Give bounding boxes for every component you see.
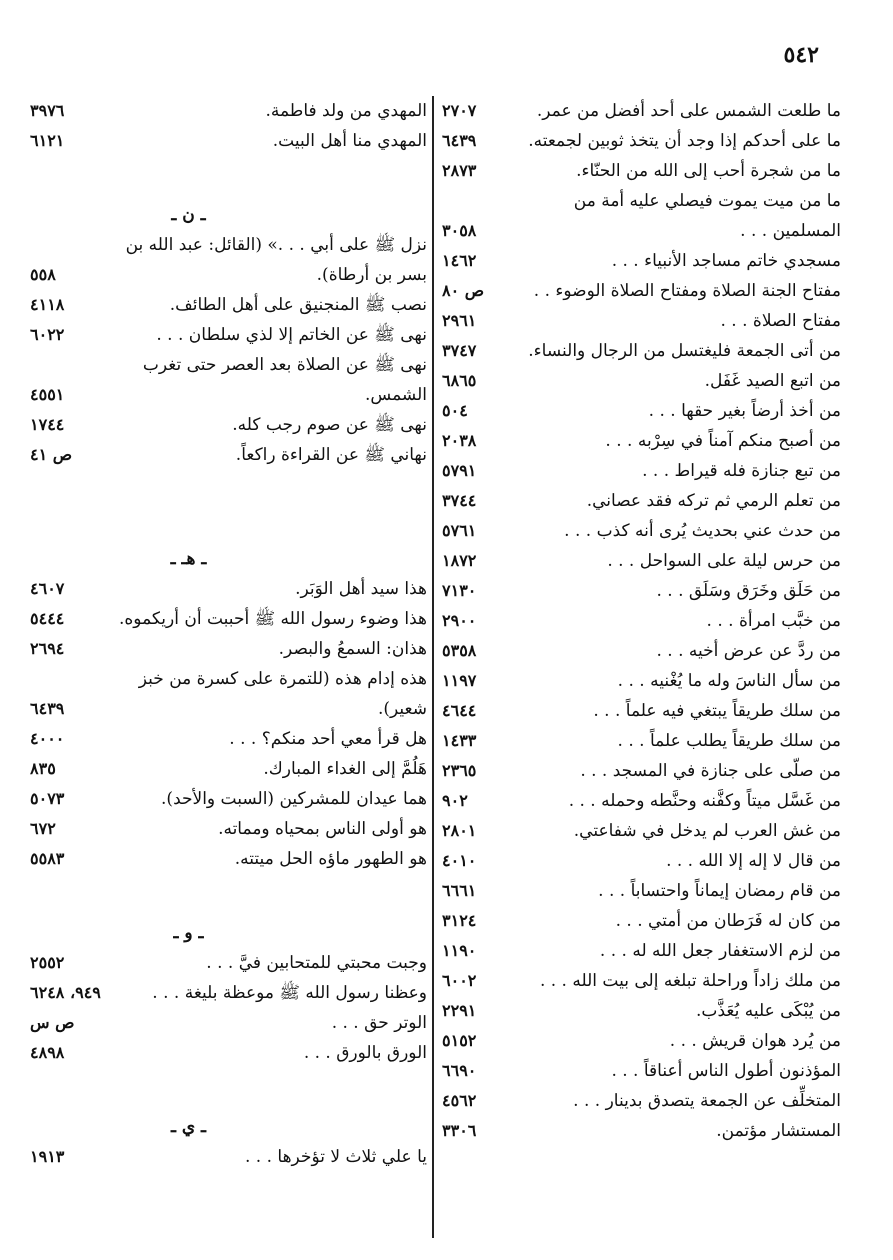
entry-reference-number: ٥٥٨٣: [30, 849, 65, 868]
entry-reference-number: ٤١١٨: [30, 295, 65, 314]
index-entry: [30, 754, 427, 784]
entry-text: من لزم الاستغفار جعل الله له . . .: [599, 941, 841, 961]
entry-text: من تعلم الرمي ثم تركه فقد عصاني.: [586, 491, 841, 511]
entry-text: هذا سيد أهل الوَبَر.: [295, 579, 427, 599]
entry-reference-number: ٢٩٦١: [442, 311, 477, 330]
index-entry: [442, 546, 841, 576]
entry-reference-number: ٤٦٠٧: [30, 579, 65, 598]
entry-reference-number: ٢٩٠٠: [442, 611, 477, 630]
entry-reference-number: ٩٤٩، ٦٢٤٨: [30, 983, 101, 1002]
entry-reference-number: ١٤٣٣: [442, 731, 477, 750]
entry-reference-number: ٢٠٣٨: [442, 431, 477, 450]
entry-reference-number: ٣٠٥٨: [442, 221, 477, 240]
entry-reference-number: ٦٤٣٩: [442, 131, 477, 150]
entry-text: من صلّى على جنازة في المسجد . . .: [580, 761, 841, 781]
entry-reference-number: ١٨٧٢: [442, 551, 477, 570]
entry-reference-number: ١٤٦٢: [442, 251, 477, 270]
index-entry: [442, 816, 841, 846]
index-entry: [30, 814, 427, 844]
index-entry: [442, 1026, 841, 1056]
page-number: ٥٤٢: [783, 42, 819, 68]
entry-reference-number: ٣١٢٤: [442, 911, 477, 930]
entry-reference-number: ٦٧٢: [30, 819, 56, 838]
entry-reference-number: ٥٠٧٣: [30, 789, 65, 808]
index-entry: [442, 96, 841, 126]
entry-text: هما عيدان للمشركين (السبت والأحد).: [161, 789, 427, 809]
index-entry: [30, 978, 427, 1008]
index-entry: [442, 396, 841, 426]
entry-reference-number: ٧١٣٠: [442, 581, 477, 600]
entry-reference-number: ٤٥٥١: [30, 385, 65, 404]
entry-reference-number: ٢٨٠١: [442, 821, 477, 840]
entry-text: من قال لا إله إلا الله . . .: [666, 851, 841, 871]
section-nun-entries: [30, 230, 427, 470]
index-entry: [30, 634, 427, 664]
entry-text: ما من شجرة أحب إلى الله من الحنّاء.: [576, 161, 841, 181]
entry-reference-number: ٣٩٧٦: [30, 101, 65, 120]
entry-text: من سلك طريقاً يطلب علماً . . .: [617, 731, 841, 751]
index-entry: [442, 756, 841, 786]
index-entry: [442, 666, 841, 696]
entry-text: مفتاح الجنة الصلاة ومفتاح الصلاة الوضوء . .: [533, 281, 841, 301]
entry-reference-number: ٢٨٧٣: [442, 161, 477, 180]
entry-text: من خبَّب امرأة . . .: [706, 611, 841, 631]
index-entry: [30, 96, 427, 126]
entry-reference-number: ١١٩٠: [442, 941, 477, 960]
entry-text: من قام رمضان إيماناً واحتساباً . . .: [598, 881, 841, 901]
entry-text: من اتبع الصيد غَفَل.: [704, 371, 841, 391]
entry-text: هو الطهور ماؤه الحل ميتته.: [234, 849, 427, 869]
index-entry: [442, 906, 841, 936]
entry-text: هذه إدام هذه (للتمرة على كسرة من خبز شعير).: [138, 669, 427, 719]
entry-reference-number: ٣٧٤٧: [442, 341, 477, 360]
entry-text: الوتر حق . . .: [331, 1013, 427, 1033]
index-entry: [30, 350, 427, 410]
entry-text: ما من ميت يموت فيصلي عليه أمة من المسلمين . . .: [573, 191, 841, 241]
index-entry: [30, 664, 427, 724]
entry-reference-number: ٤٠١٠: [442, 851, 477, 870]
entry-reference-number: ٥٠٤: [442, 401, 468, 420]
entry-reference-number: ٦٨٦٥: [442, 371, 477, 390]
entry-reference-number: ٦١٢١: [30, 131, 65, 150]
index-entry: [30, 320, 427, 350]
index-entry: [30, 948, 427, 978]
entry-reference-number: ٨٣٥: [30, 759, 56, 778]
entry-text: من تبع جنازة فله قيراط . . .: [642, 461, 841, 481]
entry-text: من سأل الناسَ وله ما يُغْنيه . . .: [617, 671, 841, 691]
entry-text: من حدث عني بحديث يُرى أنه كذب . . .: [564, 521, 841, 541]
entry-text: من غَسَّل ميتاً وكفَّنه وحنَّطه وحمله . . .: [568, 791, 841, 811]
column-divider: [432, 96, 434, 1238]
index-entry: [442, 1086, 841, 1116]
entry-text: نهى ﷺ عن صوم رجب كله.: [232, 415, 427, 435]
entry-reference-number: ٦٤٣٩: [30, 699, 65, 718]
entry-reference-number: ٢٥٥٢: [30, 953, 65, 972]
entry-reference-number: ص ٨٠: [442, 281, 485, 300]
entry-text: مفتاح الصلاة . . .: [720, 311, 841, 331]
index-entry: [442, 366, 841, 396]
index-entry: [30, 724, 427, 754]
entry-text: وجبت محبتي للمتحابين فيَّ . . .: [206, 953, 427, 973]
entry-text: من أخذ أرضاً بغير حقها . . .: [648, 401, 841, 421]
index-entry: [30, 126, 427, 156]
entry-text: الورق بالورق . . .: [303, 1043, 427, 1063]
index-entry: [442, 996, 841, 1026]
index-entry: [442, 276, 841, 306]
index-entry: [30, 1142, 427, 1172]
entry-reference-number: ٦٠٢٢: [30, 325, 65, 344]
entry-text: من ردَّ عن عرض أخيه . . .: [656, 641, 841, 661]
entry-reference-number: ٦٠٠٢: [442, 971, 477, 990]
entry-reference-number: ص ٤١: [30, 445, 73, 464]
entry-reference-number: ص س: [30, 1013, 75, 1032]
index-entry: [442, 456, 841, 486]
index-entry: [442, 306, 841, 336]
index-entry: [30, 844, 427, 874]
entry-text: من سلك طريقاً يبتغي فيه علماً . . .: [593, 701, 841, 721]
section-heading-waw: ـ و ـ: [173, 923, 204, 943]
entry-text: هذا وضوء رسول الله ﷺ أحببت أن أريكموه.: [119, 609, 427, 629]
index-entry: [442, 126, 841, 156]
entry-reference-number: ٥٥٨: [30, 265, 56, 284]
entry-reference-number: ٢٦٩٤: [30, 639, 65, 658]
entry-reference-number: ٥٧٦١: [442, 521, 477, 540]
index-entry: [30, 784, 427, 814]
entry-text: المتخلِّف عن الجمعة يتصدق بدينار . . .: [573, 1091, 841, 1111]
index-entry: [442, 246, 841, 276]
entry-reference-number: ٥٤٤٤: [30, 609, 65, 628]
index-entry: [30, 1008, 427, 1038]
index-entry: [30, 230, 427, 290]
entry-reference-number: ١٧٤٤: [30, 415, 65, 434]
index-entry: [442, 786, 841, 816]
entry-text: نهى ﷺ عن الصلاة بعد العصر حتى تغرب الشمس.: [142, 355, 427, 405]
left-column: [30, 96, 427, 1252]
index-entry: [30, 574, 427, 604]
entry-text: من ملك زاداً وراحلة تبلغه إلى بيت الله . . .: [539, 971, 841, 991]
entry-text: من غش العرب لم يدخل في شفاعتي.: [573, 821, 841, 841]
section-ya-entries: [30, 1142, 427, 1172]
entry-text: المهدي منا أهل البيت.: [272, 131, 427, 151]
entry-reference-number: ١١٩٧: [442, 671, 477, 690]
index-entry: [442, 486, 841, 516]
entry-text: مسجدي خاتم مساجد الأنبياء . . .: [611, 251, 841, 271]
index-entry: [442, 636, 841, 666]
entry-text: من كان له فَرَطان من أمتي . . .: [615, 911, 841, 931]
index-entry: [442, 426, 841, 456]
entry-text: نصب ﷺ المنجنيق على أهل الطائف.: [169, 295, 427, 315]
section-waw-entries: [30, 948, 427, 1068]
entry-text: ما طلعت الشمس على أحد أفضل من عمر.: [536, 101, 841, 121]
left-top-entries: [30, 96, 427, 156]
entry-text: ما على أحدكم إذا وجد أن يتخذ ثوبين لجمعته.: [528, 131, 841, 151]
entry-reference-number: ٣٣٠٦: [442, 1121, 477, 1140]
section-heading-ya: ـ ي ـ: [170, 1117, 207, 1137]
entry-reference-number: ٥١٥٢: [442, 1031, 477, 1050]
entry-text: نهاني ﷺ عن القراءة راكعاً.: [235, 445, 427, 465]
index-entry: [442, 156, 841, 186]
entry-text: من حَلَق وخَرَق وسَلَق . . .: [656, 581, 841, 601]
entry-text: من يُرد هوان قريش . . .: [669, 1031, 841, 1051]
section-heading-ha: ـ هـ ـ: [170, 549, 207, 569]
entry-reference-number: ٢٣٦٥: [442, 761, 477, 780]
section-ha-entries: [30, 574, 427, 874]
index-entry: [30, 604, 427, 634]
entry-reference-number: ٤٠٠٠: [30, 729, 65, 748]
entry-reference-number: ٤٨٩٨: [30, 1043, 65, 1062]
entry-text: من أصبح منكم آمناً في سِرْبه . . .: [605, 431, 841, 451]
entry-text: هل قرأ معي أحد منكم؟ . . .: [229, 729, 427, 749]
entry-text: يا علي ثلاث لا تؤخرها . . .: [244, 1147, 427, 1167]
index-entry: [442, 726, 841, 756]
entry-text: هَلُمَّ إلى الغداء المبارك.: [263, 759, 427, 779]
entry-reference-number: ٤٦٤٤: [442, 701, 477, 720]
index-entry: [442, 336, 841, 366]
entry-text: من يُبْكَى عليه يُعَذَّب.: [696, 1001, 841, 1021]
index-entry: [30, 410, 427, 440]
index-entry: [442, 936, 841, 966]
index-entry: [30, 290, 427, 320]
index-entry: [442, 516, 841, 546]
entry-text: المستشار مؤتمن.: [716, 1121, 841, 1141]
entry-reference-number: ٤٥٦٢: [442, 1091, 477, 1110]
entry-text: المهدي من ولد فاطمة.: [265, 101, 427, 121]
index-entry: [442, 966, 841, 996]
index-entry: [442, 576, 841, 606]
entry-text: وعظنا رسول الله ﷺ موعظة بليغة . . .: [152, 983, 427, 1003]
entry-reference-number: ٦٦٩٠: [442, 1061, 477, 1080]
entry-reference-number: ٥٧٩١: [442, 461, 477, 480]
entry-text: نهى ﷺ عن الخاتم إلا لذي سلطان . . .: [156, 325, 427, 345]
entry-reference-number: ٢٢٩١: [442, 1001, 477, 1020]
entry-text: هو أولى الناس بمحياه ومماته.: [218, 819, 427, 839]
index-entry: [442, 1116, 841, 1146]
entry-text: هذان: السمعُ والبصر.: [278, 639, 427, 659]
entry-reference-number: ٩٠٢: [442, 791, 468, 810]
index-entry: [442, 876, 841, 906]
index-entry: [442, 186, 841, 246]
entry-reference-number: ٣٧٤٤: [442, 491, 477, 510]
index-entry: [442, 606, 841, 636]
entry-reference-number: ٢٧٠٧: [442, 101, 477, 120]
entry-text: من حرس ليلة على السواحل . . .: [607, 551, 841, 571]
entry-text: نزل ﷺ على أبي . . .» (القائل: عبد الله بن بسر بن أرطاة).: [125, 235, 427, 285]
index-entry: [442, 1056, 841, 1086]
index-entry: [442, 846, 841, 876]
index-entry: [442, 696, 841, 726]
right-column: [442, 96, 841, 1252]
entry-text: المؤذنون أطول الناس أعناقاً . . .: [611, 1061, 841, 1081]
entry-reference-number: ١٩١٣: [30, 1147, 65, 1166]
right-entry-list: [442, 96, 841, 1146]
entry-text: من أتى الجمعة فليغتسل من الرجال والنساء.: [528, 341, 841, 361]
index-entry: [30, 1038, 427, 1068]
section-heading-nun: ـ ن ـ: [171, 205, 206, 225]
index-entry: [30, 440, 427, 470]
entry-reference-number: ٥٣٥٨: [442, 641, 477, 660]
entry-reference-number: ٦٦٦١: [442, 881, 477, 900]
